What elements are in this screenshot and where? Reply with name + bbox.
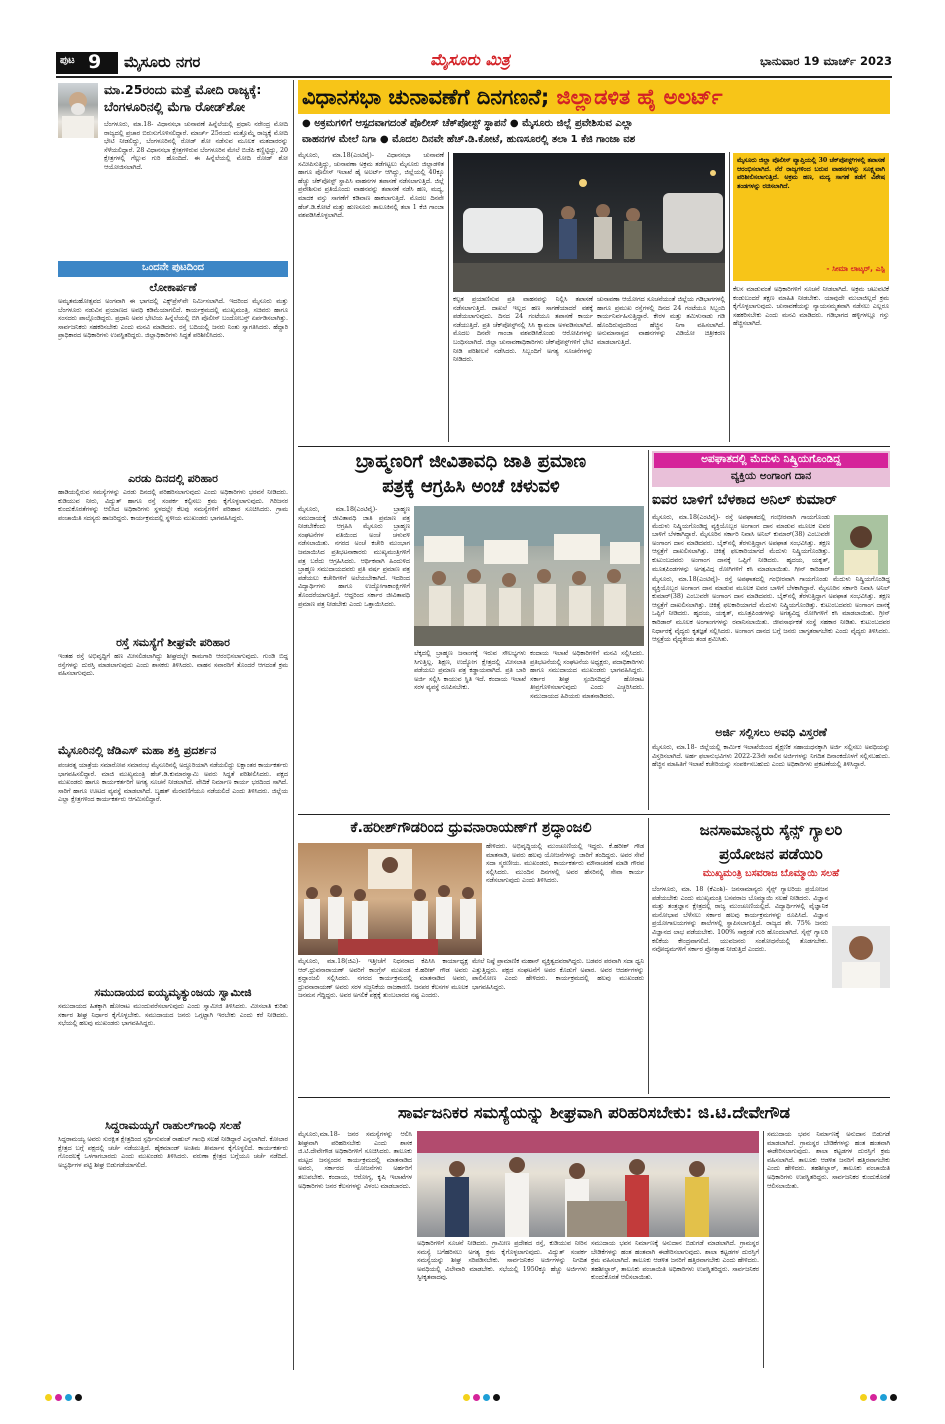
lead-subheadline: ● ಅಕ್ರಮಗಳಿಗೆ ಆಸ್ಪದವಾಗದಂತೆ ಪೊಲೀಸ್ ಚೆಕ್‌ಪೋಸ್ಟ್ ಸ್ಥಾಪನೆ ● ಮೈಸೂರು ಜಿಲ್ಲೆ ಪ್ರವೇಶಿಸುವ ಎಲ್ಲಾ	[302, 118, 633, 129]
gtd-event-photo	[417, 1131, 759, 1237]
organ-body-text: ಮೈಸೂರು, ಮಾ.18(ಎಂಟಿವೈ)- ರಸ್ತೆ ಅಪಘಾತದಲ್ಲಿ ಗಂಭೀರವಾಗಿ ಗಾಯಗೊಂಡು ಮೆದುಳು ನಿಷ್ಕ್ರಿಯಗೊಂಡಿದ್ದ ವ್ಯಕ್ತಿಯೊಬ್ಬರ ಅಂಗಾಂಗ ದಾನ ಮಾಡುವ ಮೂಲಕ ಐವರ ಬಾಳಿಗೆ ಬೆಳಕಾಗಿದ್ದಾರೆ. ಮೈಸೂರಿನ ಸರ್ಕಾರಿ ನಿವಾಸಿ ಅನಿಲ್ ಕುಮಾರ್(38) ಎಂಬುವರೇ ಅಂಗಾಂಗ ದಾನ ಮಾಡಿದವರು. ಬೈಕ್‌ನಲ್ಲಿ ತೆರಳುತ್ತಿದ್ದಾಗ ಅಪಘಾತ ಸಂಭವಿಸಿತ್ತು. ತಕ್ಷಣ ಆಸ್ಪತ್ರೆಗೆ ದಾಖಲಿಸಲಾಗಿತ್ತು. ಚಿಕಿತ್ಸೆ ಫಲಕಾರಿಯಾಗದೆ ಮೆದುಳು ನಿಷ್ಕ್ರಿಯಗೊಂಡಿತ್ತು. ಕುಟುಂಬದವರು ಅಂಗಾಂಗ ದಾನಕ್ಕೆ ಒಪ್ಪಿಗೆ ನೀಡಿದರು. ಹೃದಯ, ಯಕೃತ್, ಮೂತ್ರಪಿಂಡಗಳನ್ನು ಅಗತ್ಯವಿದ್ದ ರೋಗಿಗಳಿಗೆ ಕಸಿ ಮಾಡಲಾಯಿತು. ಗ್ರೀನ್ ಕಾರಿಡಾರ್ ಮೂಲಕ ಅಂಗಾಂಗಗಳನ್ನು ರವಾನಿಸಲಾಯಿತು. ಜೀವಸಾರ್ಥಕತೆ ಸಂಸ್ಥೆ ಸಹಕಾರ ನೀಡಿತು. ಕುಟುಂಬದವರ ನಿರ್ಧಾರಕ್ಕೆ ವೈದ್ಯರು ಕೃತಜ್ಞತೆ ಸಲ್ಲಿಸಿದರು. ಅಂಗಾಂಗ ದಾನದ ಬಗ್ಗೆ ಜನರು ಜಾಗೃತರಾಗಬೇಕು ಎಂದು ವೈದ್ಯರು ತಿಳಿಸಿದರು. ಆಸ್ಪತ್ರೆಯ ವೈದ್ಯಕೀಯ ತಂಡ ಶ್ರಮಿಸಿತು.	[652, 576, 890, 644]
story-body: ಸಮುದಾಯದ ಹಿತಕ್ಕಾಗಿ ಹೋರಾಟ ಮುಂದುವರೆಸಲಾಗುವುದು ಎಂದು ಸ್ವಾಮೀಜಿ ತಿಳಿಸಿದರು. ಮೀಸಲಾತಿ ಕುರಿತು ಸರ್ಕಾರ ಶೀಘ್ರ ನಿರ್ಧಾರ ಕೈಗೊಳ್ಳಬೇಕು. ಸಮುದಾಯದ ಜನರು ಒಗ್ಗಟ್ಟಾಗಿ ಇರಬೇಕು ಎಂದು ಕರೆ ನೀಡಿದರು. ಸಭೆಯಲ್ಲಿ ಹಲವು ಮುಖಂಡರು ಭಾಗವಹಿಸಿದ್ದರು.	[58, 1003, 288, 1028]
column-divider	[648, 450, 649, 810]
brahmin-body: ಕಂದಾಯ ಇಲಾಖೆ ಅಧಿಕಾರಿಗಳಿಗೆ ಮನವಿ ಸಲ್ಲಿಸಿದರು. ಪ್ರತಿಭಟನೆಯಲ್ಲಿ ಸಂಘಟನೆಯ ಅಧ್ಯಕ್ಷರು, ಪದಾಧಿಕಾರಿಗಳು ಹಾಗೂ ಸಮುದಾಯದ ಮುಖಂಡರು ಭಾಗವಹಿಸಿದ್ದರು. ಸರ್ಕಾರ ಶೀಘ್ರ ಸ್ಪಂದಿಸದಿದ್ದರೆ ಹೋರಾಟ ತೀವ್ರಗೊಳಿಸಲಾಗುವುದು ಎಂದು ಎಚ್ಚರಿಸಿದರು. ಸಮುದಾಯದ ಹಿರಿಯರು ಮಾತನಾಡಿದರು.	[530, 650, 644, 700]
story-heading: ರಸ್ತೆ ಸಮಸ್ಯೆಗೆ ಶೀಘ್ರವೇ ಪರಿಹಾರ	[116, 636, 230, 649]
print-dot	[473, 1394, 480, 1401]
column-divider	[729, 152, 730, 442]
modi-body: ಬೆಂಗಳೂರು, ಮಾ.18- ವಿಧಾನಸಭಾ ಚುನಾವಣೆ ಹಿನ್ನೆಲೆಯಲ್ಲಿ ಪ್ರಧಾನಿ ನರೇಂದ್ರ ಮೋದಿ ರಾಜ್ಯದಲ್ಲಿ ಪ್ರಚಾರ ಬಿರುಸುಗೊಳಿಸಲಿದ್ದಾರೆ. ಮಾರ್ಚ್ 25ರಂದು ಮತ್ತೊಮ್ಮೆ ರಾಜ್ಯಕ್ಕೆ ಮೋದಿ ಭೇಟಿ ನೀಡಲಿದ್ದು, ಬೆಂಗಳೂರಿನಲ್ಲಿ ರೋಡ್ ಶೋ ನಡೆಸುವ ಮೂಲಕ ಮತದಾರರನ್ನು ಸೆಳೆಯಲಿದ್ದಾರೆ. 28 ವಿಧಾನಸಭಾ ಕ್ಷೇತ್ರಗಳಿರುವ ಬೆಂಗಳೂರಿನ ಮೇಲೆ ಬಿಜೆಪಿ ಕಣ್ಣಿಟ್ಟಿದ್ದು, 20 ಕ್ಷೇತ್ರಗಳಲ್ಲಿ ಗೆಲ್ಲುವ ಗುರಿ ಹೊಂದಿದೆ. ಈ ಹಿನ್ನೆಲೆಯಲ್ಲಿ ಮೋದಿ ರೋಡ್ ಶೋ ಆಯೋಜಿಸಲಾಗಿದೆ.	[104, 121, 288, 171]
protest-graphic	[414, 506, 644, 646]
portrait-graphic	[58, 83, 98, 138]
lead-headline-accent: ಜಿಲ್ಲಾಡಳಿತ ಹೈ ಅಲರ್ಟ್	[556, 85, 723, 109]
tribute-photo	[298, 843, 482, 955]
story-body: ಇಂತಹ ರಸ್ತೆ ಅಭಿವೃದ್ಧಿಗೆ ಹಣ ಮೀಸಲಿಡಲಾಗಿದ್ದು ಶೀಘ್ರದಲ್ಲೇ ಕಾಮಗಾರಿ ಆರಂಭಿಸಲಾಗುವುದು. ಗುಂಡಿ ಬಿದ್ದ ರಸ್ತೆಗಳನ್ನು ದುರಸ್ತಿ ಮಾಡಲಾಗುವುದು ಎಂದು ಶಾಸಕರು ತಿಳಿಸಿದರು. ವಾಹನ ಸವಾರರಿಗೆ ತೊಂದರೆ ಆಗದಂತೆ ಕ್ರಮ ವಹಿಸಲಾಗುವುದು.	[58, 653, 288, 678]
print-dot	[55, 1394, 62, 1401]
gtd-event-graphic	[417, 1131, 759, 1237]
organ-headline: ಐವರ ಬಾಳಿಗೆ ಬೆಳಕಾದ ಅನಿಲ್ ಕುಮಾರ್	[652, 492, 837, 508]
modi-headline: ಮಾ.25ರಂದು ಮತ್ತೆ ಮೋದಿ ರಾಜ್ಯಕ್ಕೆ: ಬೆಂಗಳೂರಿನಲ್ಲಿ ಮೆಗಾ ರೋಡ್‌ಶೋ	[104, 82, 262, 114]
checkpost-photo	[453, 153, 725, 292]
continued-banner-text: ಒಂದನೇ ಪುಟದಿಂದ	[142, 262, 204, 273]
protest-photo	[414, 506, 644, 646]
column-divider	[293, 80, 294, 1370]
bommai-photo	[832, 926, 890, 988]
science-headline: ಜನಸಾಮಾನ್ಯರು ಸೈನ್ಸ್ ಗ್ಯಾಲರಿ	[699, 821, 843, 839]
science-headline: ಪ್ರಯೋಜನ ಪಡೆಯಿರಿ	[719, 845, 823, 863]
paper-logo: ಮೈಸೂರು ಮಿತ್ರ	[430, 50, 510, 69]
story-body: ಹಾಡಿಯಲ್ಲಿರುವ ಸಮಸ್ಯೆಗಳನ್ನು ಎರಡು ದಿನದಲ್ಲಿ ಪರಿಹರಿಸಲಾಗುವುದು ಎಂದು ಅಧಿಕಾರಿಗಳು ಭರವಸೆ ನೀಡಿದರು. ಕುಡಿಯುವ ನೀರು, ವಿದ್ಯುತ್ ಹಾಗೂ ರಸ್ತೆ ಸಂಪರ್ಕ ಕಲ್ಪಿಸಲು ಕ್ರಮ ಕೈಗೊಳ್ಳಲಾಗುವುದು. ಗಿರಿಜನರ ಕುಂದುಕೊರತೆಗಳನ್ನು ಆಲಿಸಿದ ಅಧಿಕಾರಿಗಳು ಸ್ಥಳದಲ್ಲೇ ಕೆಲವು ಸಮಸ್ಯೆಗಳಿಗೆ ಪರಿಹಾರ ಸೂಚಿಸಿದರು. ಗ್ರಾಮ ಪಂಚಾಯಿತಿ ಸದಸ್ಯರು ಹಾಜರಿದ್ದರು. ಕಾರ್ಯಕ್ರಮದಲ್ಲಿ ಸ್ಥಳೀಯ ಮುಖಂಡರು ಭಾಗವಹಿಸಿದ್ದರು.	[58, 489, 288, 522]
print-dot	[45, 1394, 52, 1401]
print-dot	[463, 1394, 470, 1401]
print-dot	[75, 1394, 82, 1401]
tribute-body: ಮೇಲೆ ನಿಷ್ಠೆ ಪ್ರಾಮಾಣಿಕ ಮಹಾನ್ ವ್ಯಕ್ತಿತ್ವದವರಾಗಿದ್ದರು. ಬಡವರ ಪರವಾಗಿ ಸದಾ ಧ್ವನಿ ಎತ್ತುತ್ತಿದ್ದರು. ಪಕ್ಷದ ಸಂಘಟನೆಗೆ ಅವರ ಕೊಡುಗೆ ಅಪಾರ. ಅವರ ಆದರ್ಶಗಳನ್ನು ಪಾಲಿಸೋಣ ಎಂದು ಹೇಳಿದರು. ಕಾರ್ಯಕ್ರಮದಲ್ಲಿ ಹಲವು ಮುಖಂಡರು ಭಾಗವಹಿಸಿದ್ದರು.	[472, 958, 644, 991]
sp-quote-signature: - ಸೀಮಾ ಲಾಟ್ಕರ್, ಎಸ್ಪಿ	[826, 264, 885, 273]
tribute-body: ಮೈಸೂರು, ಮಾ.18(ಜಿಎ)- ಇತ್ತೀಚೆಗೆ ನಿಧನರಾದ ಕೆಪಿಸಿಸಿ ಕಾರ್ಯಾಧ್ಯಕ್ಷ ಆರ್.ಧ್ರುವನಾರಾಯಣ್ ಅವರಿಗೆ ಕಾಂಗ್ರೆಸ್ ಮುಖಂಡ ಕೆ.ಹರೀಶ್ ಗೌಡ ಅವರು ಶ್ರದ್ಧಾಂಜಲಿ ಸಲ್ಲಿಸಿದರು. ನಗರದ ಕಾರ್ಯಕ್ರಮದಲ್ಲಿ ಮಾತನಾಡಿದ ಅವರು, ಧ್ರುವನಾರಾಯಣ್ ಅವರು ಸರಳ ಸಜ್ಜನಿಕೆಯ ರಾಜಕಾರಣಿ. ಜನಪರ ಕೆಲಸಗಳ ಮೂಲಕ ಜನಮನ ಗೆದ್ದಿದ್ದರು. ಅವರ ಅಗಲಿಕೆ ಪಕ್ಷಕ್ಕೆ ತುಂಬಲಾರದ ನಷ್ಟ ಎಂದರು.	[298, 958, 468, 1000]
gtd-body: ಅಧಿಕಾರಿಗಳಿಗೆ ಸೂಚನೆ ನೀಡಿದರು. ಗ್ರಾಮೀಣ ಪ್ರದೇಶದ ರಸ್ತೆ, ಕುಡಿಯುವ ನೀರಿನ ಸಮಸ್ಯೆ ಬಗೆಹರಿಸಲು ಅಗತ್ಯ ಕ್ರಮ ಕೈಗೊಳ್ಳಲಾಗುವುದು. ವಿದ್ಯುತ್ ಸಂಪರ್ಕ ಸಮಸ್ಯೆಯನ್ನು ಶೀಘ್ರ ಸರಿಪಡಿಸಬೇಕು. ಸಾರ್ವಜನಿಕರ ಅರ್ಜಿಗಳನ್ನು ನಿಗದಿತ ಅವಧಿಯಲ್ಲಿ ವಿಲೇವಾರಿ ಮಾಡಬೇಕು. ಸಭೆಯಲ್ಲಿ 1950ಕ್ಕೂ ಹೆಚ್ಚು ಅರ್ಜಿಗಳು ಸ್ವೀಕೃತವಾದವು.	[417, 1240, 587, 1282]
story-heading: ಸಮುದಾಯದ ಐಯ್ಯಮೃತ್ಯುಂಜಯ ಸ್ವಾಮೀಜಿ	[94, 986, 252, 999]
column-divider	[763, 1131, 764, 1368]
tribute-body: ಹೇಳಿದರು. ಅಭಿವೃದ್ಧಿಯಲ್ಲಿ ಮುಂಚೂಣಿಯಲ್ಲಿ ಇದ್ದರು. ಕೆ.ಹರೀಶ್ ಗೌಡ ಮಾತನಾಡಿ, ಅವರು ಹಲವು ಯೋಜನೆಗಳನ್ನು ಜಾರಿಗೆ ತಂದಿದ್ದರು. ಅವರ ಸೇವೆ ಸದಾ ಸ್ಮರಣೀಯ. ಮುಖಂಡರು, ಕಾರ್ಯಕರ್ತರು ಮೌನಾಚರಣೆ ಮಾಡಿ ಗೌರವ ಸಲ್ಲಿಸಿದರು. ಮುಂದಿನ ದಿನಗಳಲ್ಲಿ ಅವರ ಹೆಸರಿನಲ್ಲಿ ಸೇವಾ ಕಾರ್ಯ ನಡೆಸಲಾಗುವುದು ಎಂದು ತಿಳಿಸಿದರು.	[486, 843, 644, 885]
print-dot	[880, 1394, 887, 1401]
tribute-graphic	[298, 843, 482, 955]
print-dot	[870, 1394, 877, 1401]
organ-banner-line: ಅಪಘಾತದಲ್ಲಿ ಮೆದುಳು ನಿಷ್ಕ್ರಿಯಗೊಂಡಿದ್ದ	[654, 453, 888, 468]
lead-body: ಮೈಸೂರು, ಮಾ.18(ಎಂಟಿವೈ)- ವಿಧಾನಸಭಾ ಚುನಾವಣೆ ಸಮೀಪಿಸುತ್ತಿದ್ದು, ಚುನಾವಣಾ ಅಕ್ರಮ ತಡೆಗಟ್ಟಲು ಮೈಸೂರು ಜಿಲ್ಲಾಡಳಿತ ಹಾಗೂ ಪೊಲೀಸ್ ಇಲಾಖೆ ಹೈ ಅಲರ್ಟ್ ಆಗಿದ್ದು, ಜಿಲ್ಲೆಯಲ್ಲಿ 40ಕ್ಕೂ ಹೆಚ್ಚು ಚೆಕ್‌ಪೋಸ್ಟ್ ಸ್ಥಾಪಿಸಿ ವಾಹನಗಳ ತಪಾಸಣೆ ನಡೆಸಲಾಗುತ್ತಿದೆ. ಜಿಲ್ಲೆ ಪ್ರವೇಶಿಸುವ ಪ್ರತಿಯೊಂದು ವಾಹನವನ್ನು ತಪಾಸಣೆ ನಡೆಸಿ ಹಣ, ಮದ್ಯ, ಮಾದಕ ವಸ್ತು ಸಾಗಣೆಗೆ ಕಡಿವಾಣ ಹಾಕಲಾಗುತ್ತಿದೆ. ಮೊದಲ ದಿನವೇ ಹೆಚ್.ಡಿ.ಕೋಟೆ ಮತ್ತು ಹುಣಸೂರು ತಾಲೂಕಿನಲ್ಲಿ ತಲಾ 1 ಕೆಜಿ ಗಾಂಜಾ ವಶಪಡಿಸಿಕೊಳ್ಳಲಾಗಿದೆ.	[298, 152, 444, 220]
sp-quote-text: ಮೈಸೂರು ಜಿಲ್ಲಾ ಪೊಲೀಸ್ ವ್ಯಾಪ್ತಿಯಲ್ಲಿ 30 ಚೆಕ್‌ಪೋಸ್ಟ್‌ಗಳಲ್ಲಿ ತಪಾಸಣೆ ಆರಂಭಿಸಲಾಗಿದೆ. ನೆರೆ ರಾಜ್ಯಗಳಿಂದ ಬರುವ ವಾಹನಗಳನ್ನು ಸೂಕ್ಷ್ಮವಾಗಿ ಪರಿಶೀಲಿಸಲಾಗುತ್ತಿದೆ. ಅಕ್ರಮ ಹಣ, ಮದ್ಯ ಸಾಗಣೆ ತಡೆಗೆ ವಿಶೇಷ ತಂಡಗಳನ್ನು ರಚಿಸಲಾಗಿದೆ.	[737, 157, 885, 190]
story-body: ಅಮೃತಮಹೋತ್ಸವದ ಅಂಗವಾಗಿ ಈ ಭಾಗದಲ್ಲಿ ಎಕ್ಸ್‌ಪ್ರೆಸ್‌ವೇ ನಿರ್ಮಿಸಲಾಗಿದೆ. ಇದರಿಂದ ಮೈಸೂರು ಮತ್ತು ಬೆಂಗಳೂರು ನಡುವಿನ ಪ್ರಯಾಣದ ಅವಧಿ ಕಡಿಮೆಯಾಗಲಿದೆ. ಕಾರ್ಯಕ್ರಮದಲ್ಲಿ ಮುಖ್ಯಮಂತ್ರಿ, ಸಚಿವರು ಹಾಗೂ ಸಂಸದರು ಪಾಲ್ಗೊಂಡಿದ್ದರು. ಪ್ರಧಾನಿ ಅವರ ಭೇಟಿಯ ಹಿನ್ನೆಲೆಯಲ್ಲಿ ಬಿಗಿ ಪೊಲೀಸ್ ಬಂದೋಬಸ್ತ್ ಏರ್ಪಡಿಸಲಾಗಿತ್ತು. ಸಾರ್ವಜನಿಕರು ಸಹಕರಿಸಬೇಕು ಎಂದು ಮನವಿ ಮಾಡಿದರು. ರಸ್ತೆ ಬದಿಯಲ್ಲಿ ಜನರು ನಿಂತು ಸ್ವಾಗತಿಸಿದರು. ಹೆದ್ದಾರಿ ಪ್ರಾಧಿಕಾರದ ಅಧಿಕಾರಿಗಳು ಉಪಸ್ಥಿತರಿದ್ದರು. ಜಿಲ್ಲಾಧಿಕಾರಿಗಳು ಸಿದ್ಧತೆ ಪರಿಶೀಲಿಸಿದರು.	[58, 298, 288, 340]
organ-body-cont	[652, 576, 890, 722]
gtd-body: ಮೈಸೂರು,ಮಾ.18- ಜನರ ಸಮಸ್ಯೆಗಳನ್ನು ಆಲಿಸಿ ಶೀಘ್ರವಾಗಿ ಪರಿಹರಿಸಬೇಕು ಎಂದು ಶಾಸಕ ಜಿ.ಟಿ.ದೇವೇಗೌಡ ಅಧಿಕಾರಿಗಳಿಗೆ ಸೂಚಿಸಿದರು. ತಾಲೂಕು ಮಟ್ಟದ ಜನಸ್ಪಂದನ ಕಾರ್ಯಕ್ರಮದಲ್ಲಿ ಮಾತನಾಡಿದ ಅವರು, ಸರ್ಕಾರದ ಯೋಜನೆಗಳು ಅರ್ಹರಿಗೆ ತಲುಪಬೇಕು. ಕಂದಾಯ, ಆರೋಗ್ಯ, ಕೃಷಿ ಇಲಾಖೆಗಳ ಅಧಿಕಾರಿಗಳು ಜನರ ಕೆಲಸಗಳನ್ನು ವಿಳಂಬ ಮಾಡಬಾರದು.	[298, 1131, 412, 1190]
page-label: ಪುಟ	[60, 55, 75, 66]
notice-headline: ಅರ್ಜಿ ಸಲ್ಲಿಸಲು ಅವಧಿ ವಿಸ್ತರಣೆ	[715, 726, 827, 739]
section-rule	[298, 446, 890, 447]
portrait-graphic	[832, 926, 890, 988]
gtd-body: ಸಮುದಾಯ ಭವನ ನಿರ್ಮಾಣಕ್ಕೆ ಅನುದಾನ ಬಿಡುಗಡೆ ಮಾಡಲಾಗಿದೆ. ಗ್ರಾಮಸ್ಥರ ಬೇಡಿಕೆಗಳನ್ನು ಹಂತ ಹಂತವಾಗಿ ಈಡೇರಿಸಲಾಗುವುದು. ಶಾಲಾ ಕಟ್ಟಡಗಳ ದುರಸ್ತಿಗೆ ಕ್ರಮ ವಹಿಸಲಾಗಿದೆ. ತಾಲೂಕು ಆಡಳಿತ ಜನರಿಗೆ ಹತ್ತಿರವಾಗಬೇಕು ಎಂದು ಹೇಳಿದರು. ತಹಶೀಲ್ದಾರ್, ತಾಲೂಕು ಪಂಚಾಯಿತಿ ಅಧಿಕಾರಿಗಳು ಉಪಸ್ಥಿತರಿದ್ದರು. ಸಾರ್ವಜನಿಕರ ಕುಂದುಕೊರತೆ ಆಲಿಸಲಾಯಿತು.	[591, 1240, 759, 1282]
print-dot	[860, 1394, 867, 1401]
science-body: ಬೆಂಗಳೂರು, ಮಾ. 18 (ಕೆಎಂಶಿ)- ಜನಸಾಮಾನ್ಯರು ಸೈನ್ಸ್ ಗ್ಯಾಲರಿಯ ಪ್ರಯೋಜನ ಪಡೆಯಬೇಕು ಎಂದು ಮುಖ್ಯಮಂತ್ರಿ ಬಸವರಾಜ ಬೊಮ್ಮಾಯಿ ಸಲಹೆ ನೀಡಿದರು. ವಿಜ್ಞಾನ ಮತ್ತು ತಂತ್ರಜ್ಞಾನ ಕ್ಷೇತ್ರದಲ್ಲಿ ರಾಜ್ಯ ಮುಂಚೂಣಿಯಲ್ಲಿದೆ. ವಿದ್ಯಾರ್ಥಿಗಳಲ್ಲಿ ವೈಜ್ಞಾನಿಕ ಮನೋಭಾವ ಬೆಳೆಸಲು ಸರ್ಕಾರ ಹಲವು ಕಾರ್ಯಕ್ರಮಗಳನ್ನು ರೂಪಿಸಿದೆ. ವಿಜ್ಞಾನ ಪ್ರಯೋಗಾಲಯಗಳನ್ನು ಶಾಲೆಗಳಲ್ಲಿ ಸ್ಥಾಪಿಸಲಾಗುತ್ತಿದೆ. ರಾಜ್ಯದ ಶೇ. 75% ಜನರು ವಿಜ್ಞಾನದ ಲಾಭ ಪಡೆಯಬೇಕು. 100% ಸಾಕ್ಷರತೆ ಗುರಿ ಹೊಂದಲಾಗಿದೆ. ಸೈನ್ಸ್ ಗ್ಯಾಲರಿ ಕಲಿಕೆಯ ಕೇಂದ್ರವಾಗಲಿದೆ. ಯುವಜನರು ಸಂಶೋಧನೆಯಲ್ಲಿ ತೊಡಗಬೇಕು. ನವೋದ್ಯಮಗಳಿಗೆ ಸರ್ಕಾರ ಪ್ರೋತ್ಸಾಹ ನೀಡುತ್ತಿದೆ ಎಂದರು.	[652, 886, 828, 954]
notice-body: ಮೈಸೂರು, ಮಾ.18- ಜಿಲ್ಲೆಯಲ್ಲಿ ಕಾರ್ಮಿಕ ಇಲಾಖೆಯಿಂದ ಶೈಕ್ಷಣಿಕ ಸಹಾಯಧನಕ್ಕಾಗಿ ಅರ್ಜಿ ಸಲ್ಲಿಸಲು ಅವಧಿಯನ್ನು ವಿಸ್ತರಿಸಲಾಗಿದೆ. ಅರ್ಹ ಫಲಾನುಭವಿಗಳು 2022-23ನೇ ಸಾಲಿನ ಅರ್ಜಿಗಳನ್ನು ನಿಗದಿತ ದಿನಾಂಕದೊಳಗೆ ಸಲ್ಲಿಸಬಹುದು. ಹೆಚ್ಚಿನ ಮಾಹಿತಿಗೆ ಇಲಾಖೆ ಕಚೇರಿಯನ್ನು ಸಂಪರ್ಕಿಸಬಹುದು ಎಂದು ಅಧಿಕಾರಿಗಳು ಪ್ರಕಟಣೆಯಲ್ಲಿ ತಿಳಿಸಿದ್ದಾರೆ.	[652, 744, 890, 769]
lead-body: ಕಲ್ಪತ ಪ್ರಯಾಣಿಸುವ ಪ್ರತಿ ವಾಹನವನ್ನು ನಿಲ್ಲಿಸಿ ತಪಾಸಣೆ ನಡೆಸಲಾಗುತ್ತಿದೆ. ದಾಖಲೆ ಇಲ್ಲದ ಹಣ ಸಾಗಣೆಯಾದರೆ ವಶಕ್ಕೆ ಪಡೆಯಲಾಗುವುದು. ದಿನದ 24 ಗಂಟೆಯೂ ತಪಾಸಣೆ ಕಾರ್ಯ ನಡೆಯುತ್ತಿದೆ. ಪ್ರತಿ ಚೆಕ್‌ಪೋಸ್ಟ್‌ನಲ್ಲಿ ಸಿಸಿ ಕ್ಯಾಮರಾ ಅಳವಡಿಸಲಾಗಿದೆ. ಮೊದಲ ದಿನವೇ ಗಾಂಜಾ ವಶಪಡಿಸಿಕೊಂಡು ಆರೋಪಿಗಳನ್ನು ಬಂಧಿಸಲಾಗಿದೆ. ಜಿಲ್ಲಾ ಚುನಾವಣಾಧಿಕಾರಿಗಳು ಚೆಕ್‌ಪೋಸ್ಟ್‌ಗಳಿಗೆ ಭೇಟಿ ನೀಡಿ ಪರಿಶೀಲನೆ ನಡೆಸಿದರು. ಸಿಬ್ಬಂದಿಗೆ ಅಗತ್ಯ ಸೂಚನೆಗಳನ್ನು ನೀಡಿದರು.	[453, 296, 593, 364]
science-subheadline: ಮುಖ್ಯಮಂತ್ರಿ ಬಸವರಾಜ ಬೊಮ್ಮಾಯಿ ಸಲಹೆ	[702, 868, 840, 879]
checkpost-graphic	[453, 153, 725, 292]
gtd-headline: ಸಾರ್ವಜನಿಕರ ಸಮಸ್ಯೆಯನ್ನು ಶೀಘ್ರವಾಗಿ ಪರಿಹರಿಸಬೇಕು: ಜಿ.ಟಿ.ದೇವೇಗೌಡ	[397, 1103, 791, 1122]
gtd-body: ಸಮುದಾಯ ಭವನ ನಿರ್ಮಾಣಕ್ಕೆ ಅನುದಾನ ಬಿಡುಗಡೆ ಮಾಡಲಾಗಿದೆ. ಗ್ರಾಮಸ್ಥರ ಬೇಡಿಕೆಗಳನ್ನು ಹಂತ ಹಂತವಾಗಿ ಈಡೇರಿಸಲಾಗುವುದು. ಶಾಲಾ ಕಟ್ಟಡಗಳ ದುರಸ್ತಿಗೆ ಕ್ರಮ ವಹಿಸಲಾಗಿದೆ. ತಾಲೂಕು ಆಡಳಿತ ಜನರಿಗೆ ಹತ್ತಿರವಾಗಬೇಕು ಎಂದು ಹೇಳಿದರು. ತಹಶೀಲ್ದಾರ್, ತಾಲೂಕು ಪಂಚಾಯಿತಿ ಅಧಿಕಾರಿಗಳು ಉಪಸ್ಥಿತರಿದ್ದರು. ಸಾರ್ವಜನಿಕರ ಕುಂದುಕೊರತೆ ಆಲಿಸಲಾಯಿತು.	[767, 1131, 890, 1190]
organ-body: ಮೈಸೂರು, ಮಾ.18(ಎಂಟಿವೈ)- ರಸ್ತೆ ಅಪಘಾತದಲ್ಲಿ ಗಂಭೀರವಾಗಿ ಗಾಯಗೊಂಡು ಮೆದುಳು ನಿಷ್ಕ್ರಿಯಗೊಂಡಿದ್ದ ವ್ಯಕ್ತಿಯೊಬ್ಬರ ಅಂಗಾಂಗ ದಾನ ಮಾಡುವ ಮೂಲಕ ಐವರ ಬಾಳಿಗೆ ಬೆಳಕಾಗಿದ್ದಾರೆ. ಮೈಸೂರಿನ ಸರ್ಕಾರಿ ನಿವಾಸಿ ಅನಿಲ್ ಕುಮಾರ್(38) ಎಂಬುವರೇ ಅಂಗಾಂಗ ದಾನ ಮಾಡಿದವರು. ಬೈಕ್‌ನಲ್ಲಿ ತೆರಳುತ್ತಿದ್ದಾಗ ಅಪಘಾತ ಸಂಭವಿಸಿತ್ತು. ತಕ್ಷಣ ಆಸ್ಪತ್ರೆಗೆ ದಾಖಲಿಸಲಾಗಿತ್ತು. ಚಿಕಿತ್ಸೆ ಫಲಕಾರಿಯಾಗದೆ ಮೆದುಳು ನಿಷ್ಕ್ರಿಯಗೊಂಡಿತ್ತು. ಕುಟುಂಬದವರು ಅಂಗಾಂಗ ದಾನಕ್ಕೆ ಒಪ್ಪಿಗೆ ನೀಡಿದರು. ಹೃದಯ, ಯಕೃತ್, ಮೂತ್ರಪಿಂಡಗಳನ್ನು ಅಗತ್ಯವಿದ್ದ ರೋಗಿಗಳಿಗೆ ಕಸಿ ಮಾಡಲಾಯಿತು. ಗ್ರೀನ್ ಕಾರಿಡಾರ್	[652, 514, 830, 572]
column-divider	[448, 152, 449, 442]
story-heading: ಸಿದ್ದರಾಮಯ್ಯಗೆ ರಾಹುಲ್‌ಗಾಂಧಿ ಸಲಹೆ	[105, 1119, 241, 1132]
modi-photo	[58, 83, 98, 138]
story-heading: ಲೋಕಾರ್ಪಣೆ	[149, 281, 197, 294]
column-divider	[648, 818, 649, 1094]
print-dot	[493, 1394, 500, 1401]
section-rule	[298, 1097, 890, 1098]
issue-date: ಭಾನುವಾರ 19 ಮಾರ್ಚ್ 2023	[759, 54, 892, 68]
anil-kumar-photo	[834, 515, 888, 575]
section-rule	[298, 814, 890, 815]
organ-banner-line: ವ್ಯಕ್ತಿಯ ಅಂಗಾಂಗ ದಾನ	[730, 470, 812, 482]
brahmin-body: ಲೆಕ್ಕದಲ್ಲಿ ಬ್ರಾಹ್ಮಣ ಜನಾಂಗಕ್ಕೆ ಇರುವ ಸೌಲಭ್ಯಗಳು ಸಿಗುತ್ತಿಲ್ಲ. ಶಿಕ್ಷಣ, ಉದ್ಯೋಗ ಕ್ಷೇತ್ರದಲ್ಲಿ ಮೀಸಲಾತಿ ಪಡೆಯಲು ಪ್ರಮಾಣ ಪತ್ರ ಕಡ್ಡಾಯವಾಗಿದೆ. ಪ್ರತಿ ಬಾರಿ ಅರ್ಜಿ ಸಲ್ಲಿಸಿ ಕಾಯುವ ಸ್ಥಿತಿ ಇದೆ. ಕಂದಾಯ ಇಲಾಖೆ ಸರಳ ವ್ಯವಸ್ಥೆ ರೂಪಿಸಬೇಕು.	[414, 650, 526, 692]
page-number: 9	[88, 51, 102, 73]
lead-body: ಕೆಲಸ ಮಾಡುವಂತೆ ಅಧಿಕಾರಿಗಳಿಗೆ ಸೂಚನೆ ನೀಡಲಾಗಿದೆ. ಅಕ್ರಮ ಚಟುವಟಿಕೆ ಕಂಡುಬಂದರೆ ತಕ್ಷಣ ಮಾಹಿತಿ ನೀಡಬೇಕು. ಯಾವುದೇ ಮುಲಾಜಿಲ್ಲದೆ ಕ್ರಮ ಕೈಗೊಳ್ಳಲಾಗುವುದು. ಚುನಾವಣೆಯನ್ನು ನ್ಯಾಯಸಮ್ಮತವಾಗಿ ನಡೆಸಲು ಎಲ್ಲರೂ ಸಹಕರಿಸಬೇಕು ಎಂದು ಮನವಿ ಮಾಡಿದರು. ಗಡಿಭಾಗದ ಹಳ್ಳಿಗಳಲ್ಲೂ ಗಸ್ತು ಹೆಚ್ಚಿಸಲಾಗಿದೆ.	[733, 286, 889, 328]
brahmin-headline: ಪತ್ರಕ್ಕೆ ಆಗ್ರಹಿಸಿ ಅಂಚೆ ಚಳುವಳಿ	[382, 476, 560, 497]
masthead-rule	[56, 76, 892, 78]
lead-subheadline: ವಾಹನಗಳ ಮೇಲೆ ನಿಗಾ ● ಮೊದಲ ದಿನವೇ ಹೆಚ್.ಡಿ.ಕೋಟೆ, ಹುಣಸೂರಲ್ಲಿ ತಲಾ 1 ಕೆಜಿ ಗಾಂಜಾ ವಶ	[302, 134, 636, 145]
lead-headline-main: ವಿಧಾನಸಭಾ ಚುನಾವಣೆಗೆ ದಿನಗಣನೆ;	[302, 85, 557, 109]
print-dot	[65, 1394, 72, 1401]
story-heading: ಮೈಸೂರಿನಲ್ಲಿ ಜೆಡಿಎಸ್ ಮಹಾ ಶಕ್ತಿ ಪ್ರದರ್ಶನ	[58, 744, 217, 757]
print-dot	[890, 1394, 897, 1401]
story-heading: ಎರಡು ದಿನದಲ್ಲಿ ಪರಿಹಾರ	[128, 472, 218, 485]
print-dot	[483, 1394, 490, 1401]
section-title: ಮೈಸೂರು ನಗರ	[124, 53, 201, 71]
story-body: ಪಂಚರತ್ನ ಯಾತ್ರೆಯ ಸಮಾರೋಪ ಸಮಾರಂಭ ಮೈಸೂರಿನಲ್ಲಿ ಅದ್ದೂರಿಯಾಗಿ ನಡೆಯಲಿದ್ದು ಲಕ್ಷಾಂತರ ಕಾರ್ಯಕರ್ತರು ಭಾಗವಹಿಸಲಿದ್ದಾರೆ. ಮಾಜಿ ಮುಖ್ಯಮಂತ್ರಿ ಹೆಚ್.ಡಿ.ಕುಮಾರಸ್ವಾಮಿ ಅವರು ಸಿದ್ಧತೆ ಪರಿಶೀಲಿಸಿದರು. ಪಕ್ಷದ ಮುಖಂಡರು ಹಾಗೂ ಕಾರ್ಯಕರ್ತರಿಗೆ ಅಗತ್ಯ ಸೂಚನೆ ನೀಡಲಾಗಿದೆ. ವೇದಿಕೆ ನಿರ್ಮಾಣ ಕಾರ್ಯ ಭರದಿಂದ ಸಾಗಿದೆ. ಸಾರಿಗೆ ಹಾಗೂ ಊಟದ ವ್ಯವಸ್ಥೆ ಮಾಡಲಾಗಿದೆ. ಬೃಹತ್ ಮೆರವಣಿಗೆಯೂ ನಡೆಯಲಿದೆ ಎಂದು ತಿಳಿಸಿದರು. ಜಿಲ್ಲೆಯ ಎಲ್ಲಾ ಕ್ಷೇತ್ರಗಳಿಂದ ಕಾರ್ಯಕರ್ತರು ಆಗಮಿಸಲಿದ್ದಾರೆ.	[58, 762, 288, 804]
brahmin-headline: ಬ್ರಾಹ್ಮಣರಿಗೆ ಜೀವಿತಾವಧಿ ಜಾತಿ ಪ್ರಮಾಣ	[355, 451, 587, 472]
lead-headline	[302, 84, 888, 112]
portrait-graphic	[834, 515, 888, 575]
lead-body: ಚುನಾವಣಾ ಆಯೋಗದ ಸೂಚನೆಯಂತೆ ಜಿಲ್ಲೆಯ ಗಡಿಭಾಗಗಳಲ್ಲಿ ಹಾಗೂ ಪ್ರಮುಖ ರಸ್ತೆಗಳಲ್ಲಿ ದಿನದ 24 ಗಂಟೆಯೂ ಸಿಬ್ಬಂದಿ ಕಾರ್ಯನಿರ್ವಹಿಸುತ್ತಿದ್ದಾರೆ. ಕೇರಳ ಮತ್ತು ತಮಿಳುನಾಡು ಗಡಿ ಹೊಂದಿರುವುದರಿಂದ ಹೆಚ್ಚಿನ ನಿಗಾ ವಹಿಸಲಾಗಿದೆ. ಅನುಮಾನಾಸ್ಪದ ವಾಹನಗಳನ್ನು ವಿಡಿಯೋ ಚಿತ್ರೀಕರಣ ಮಾಡಲಾಗುತ್ತಿದೆ.	[597, 296, 725, 346]
tribute-headline: ಕೆ.ಹರೀಶ್‌ಗೌಡರಿಂದ ಧ್ರುವನಾರಾಯಣ್‌ಗೆ ಶ್ರದ್ಧಾಂಜಲಿ	[350, 820, 592, 836]
story-body: ಸಿದ್ದರಾಮಯ್ಯ ಅವರು ಸುರಕ್ಷಿತ ಕ್ಷೇತ್ರದಿಂದ ಸ್ಪರ್ಧಿಸುವಂತೆ ರಾಹುಲ್ ಗಾಂಧಿ ಸಲಹೆ ನೀಡಿದ್ದಾರೆ ಎನ್ನಲಾಗಿದೆ. ಕೋಲಾರ ಕ್ಷೇತ್ರದ ಬಗ್ಗೆ ಪಕ್ಷದಲ್ಲಿ ಚರ್ಚೆ ನಡೆಯುತ್ತಿದೆ. ಹೈಕಮಾಂಡ್ ಅಂತಿಮ ತೀರ್ಮಾನ ಕೈಗೊಳ್ಳಲಿದೆ. ಕಾರ್ಯಕರ್ತರು ಗೊಂದಲಕ್ಕೆ ಒಳಗಾಗಬಾರದು ಎಂದು ಮುಖಂಡರು ತಿಳಿಸಿದರು. ವರುಣಾ ಕ್ಷೇತ್ರದ ಬಗ್ಗೆಯೂ ಚರ್ಚೆ ನಡೆದಿದೆ. ಅಭ್ಯರ್ಥಿಗಳ ಪಟ್ಟಿ ಶೀಘ್ರ ಬಿಡುಗಡೆಯಾಗಲಿದೆ.	[58, 1136, 288, 1169]
brahmin-body: ಮೈಸೂರು, ಮಾ.18(ಎಂಟಿವೈ)- ಬ್ರಾಹ್ಮಣ ಸಮುದಾಯಕ್ಕೆ ಜೀವಿತಾವಧಿ ಜಾತಿ ಪ್ರಮಾಣ ಪತ್ರ ನೀಡಬೇಕೆಂದು ಆಗ್ರಹಿಸಿ ಮೈಸೂರು ಬ್ರಾಹ್ಮಣ ಸಂಘಟನೆಗಳ ವತಿಯಿಂದ ಅಂಚೆ ಚಳುವಳಿ ನಡೆಸಲಾಯಿತು. ನಗರದ ಅಂಚೆ ಕಚೇರಿ ಮುಂಭಾಗ ಜಮಾಯಿಸಿದ ಪ್ರತಿಭಟನಾಕಾರರು ಮುಖ್ಯಮಂತ್ರಿಗಳಿಗೆ ಪತ್ರ ಬರೆದು ಆಗ್ರಹಿಸಿದರು. ಆರ್ಥಿಕವಾಗಿ ಹಿಂದುಳಿದ ಬ್ರಾಹ್ಮಣ ಸಮುದಾಯದವರು ಪ್ರತಿ ವರ್ಷ ಪ್ರಮಾಣ ಪತ್ರ ಪಡೆಯಲು ಕಚೇರಿಗಳಿಗೆ ಅಲೆಯಬೇಕಾಗಿದೆ. ಇದರಿಂದ ವಿದ್ಯಾರ್ಥಿಗಳು ಹಾಗೂ ಉದ್ಯೋಗಾಕಾಂಕ್ಷಿಗಳಿಗೆ ತೊಂದರೆಯಾಗುತ್ತಿದೆ. ಆದ್ದರಿಂದ ಸರ್ಕಾರ ಜೀವಿತಾವಧಿ ಪ್ರಮಾಣ ಪತ್ರ ನೀಡಬೇಕು ಎಂದು ಒತ್ತಾಯಿಸಿದರು.	[298, 506, 410, 608]
